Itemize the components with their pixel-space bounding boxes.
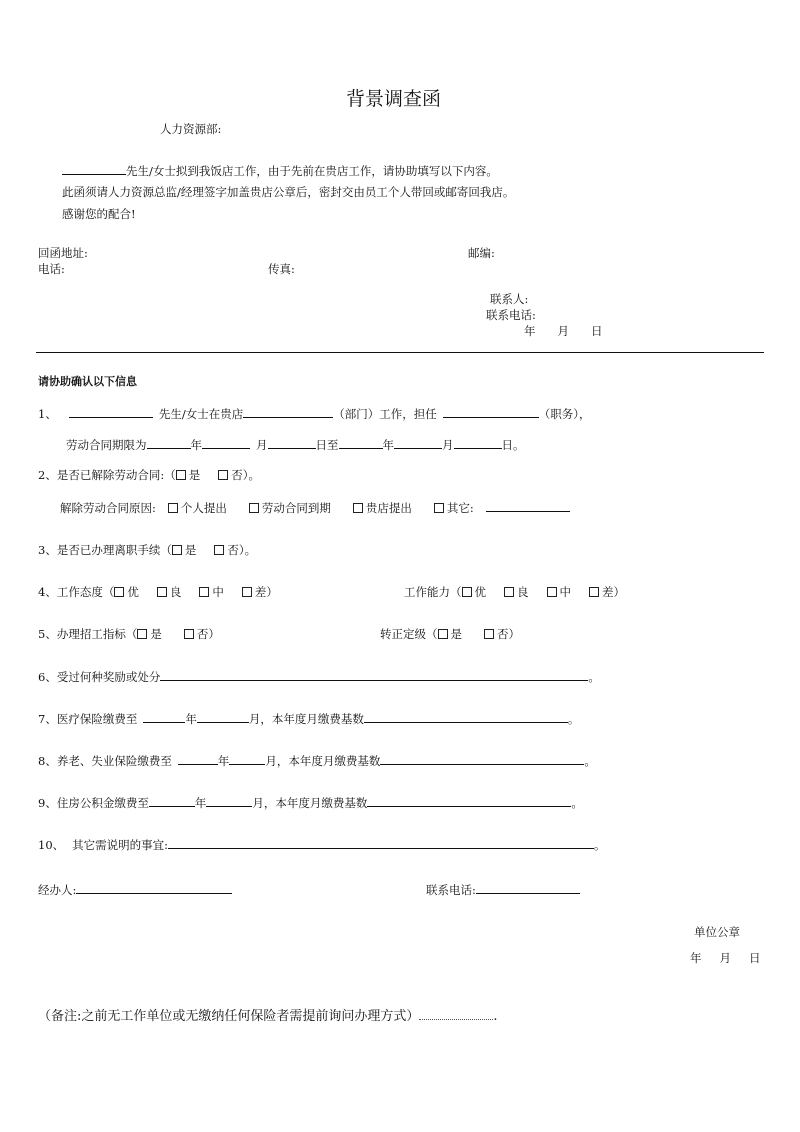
q9-base-blank[interactable] xyxy=(367,795,571,807)
q1-end-day-blank[interactable] xyxy=(454,437,502,449)
intro-line-3: 感谢您的配合! xyxy=(62,207,136,221)
quota-yes-checkbox[interactable] xyxy=(137,629,147,639)
reason-contract-expired-checkbox[interactable] xyxy=(249,503,259,513)
candidate-name-blank[interactable] xyxy=(62,163,126,175)
question-2-reason: 解除劳动合同原因: 个人提出 劳动合同到期 贵店提出 其它: xyxy=(60,500,570,515)
regular-yes-checkbox[interactable] xyxy=(438,629,448,639)
phone-label: 电话: xyxy=(38,262,65,276)
attitude-average-checkbox[interactable] xyxy=(199,587,209,597)
question-10: 10、 其它需说明的事宜: 。 xyxy=(38,838,606,852)
intro-line-1: 先生/女士拟到我饭店工作，由于先前在贵店工作，请协助填写以下内容。 xyxy=(62,163,498,178)
q7-year-blank[interactable] xyxy=(143,711,185,723)
q1-end-month-blank[interactable] xyxy=(394,437,442,449)
fax-label: 传真: xyxy=(268,262,295,276)
attitude-poor-checkbox[interactable] xyxy=(242,587,252,597)
question-6: 6、受过何种奖励或处分 。 xyxy=(38,670,600,684)
attitude-good-checkbox[interactable] xyxy=(157,587,167,597)
q1-position-blank[interactable] xyxy=(443,406,539,418)
letter-date: 年 月 日 xyxy=(524,324,603,338)
handler-phone-blank[interactable] xyxy=(476,882,580,894)
question-3: 3、是否已办理离职手续（ 是 否）。 xyxy=(38,543,257,557)
question-4-attitude: 4、工作态度（ 优 良 中 差） xyxy=(38,585,278,599)
salutation: 人力资源部: xyxy=(160,122,222,136)
reason-personal-checkbox[interactable] xyxy=(168,503,178,513)
q8-year-blank[interactable] xyxy=(178,753,218,765)
q1-start-year-blank[interactable] xyxy=(147,437,191,449)
question-9: 9、住房公积金缴费至 年 月，本年度月缴费基数 。 xyxy=(38,796,583,810)
question-5-regular: 转正定级（ 是 否） xyxy=(380,627,520,641)
question-4-ability: 工作能力（ 优 良 中 差） xyxy=(404,585,625,599)
contact-phone-label: 联系电话: xyxy=(486,308,536,322)
q2-yes-checkbox[interactable] xyxy=(176,470,186,480)
q3-yes-checkbox[interactable] xyxy=(172,545,182,555)
question-5-quota: 5、办理招工指标（ 是 否） xyxy=(38,627,220,641)
q1-end-year-blank[interactable] xyxy=(339,437,383,449)
q7-month-blank[interactable] xyxy=(197,711,249,723)
q10-notes-blank[interactable] xyxy=(168,837,594,849)
q8-month-blank[interactable] xyxy=(229,753,265,765)
q7-base-blank[interactable] xyxy=(364,711,568,723)
question-1: 1、 先生/女士在贵店 （部门）工作，担任 （职务）， xyxy=(38,407,591,421)
reason-hotel-initiated-checkbox[interactable] xyxy=(353,503,363,513)
q3-no-checkbox[interactable] xyxy=(214,545,224,555)
divider-line xyxy=(36,352,764,353)
handler-row: 经办人: xyxy=(38,882,232,897)
regular-no-checkbox[interactable] xyxy=(484,629,494,639)
question-1-contract: 劳动合同期限为 年 月 日至 年 月 日。 xyxy=(66,438,525,452)
handler-phone-row: 联系电话: xyxy=(426,882,580,897)
contact-person-label: 联系人: xyxy=(490,292,529,306)
handler-name-blank[interactable] xyxy=(76,882,232,894)
postcode-label: 邮编: xyxy=(468,246,495,260)
q1-start-month-blank[interactable] xyxy=(202,437,250,449)
q2-no-checkbox[interactable] xyxy=(218,470,228,480)
ability-poor-checkbox[interactable] xyxy=(589,587,599,597)
q9-month-blank[interactable] xyxy=(206,795,252,807)
intro-line-2: 此函须请人力资源总监/经理签字加盖贵店公章后，密封交由员工个人带回或邮寄回我店。 xyxy=(62,185,515,199)
ability-average-checkbox[interactable] xyxy=(547,587,557,597)
question-7: 7、医疗保险缴费至 年 月，本年度月缴费基数 。 xyxy=(38,712,580,726)
q6-rewards-blank[interactable] xyxy=(160,669,588,681)
reason-other-checkbox[interactable] xyxy=(434,503,444,513)
seal-date: 年 月 日 xyxy=(690,951,761,965)
footnote: （备注:之前无工作单位或无缴纳任何保险者需提前询问办理方式） . xyxy=(38,1009,498,1024)
seal-label: 单位公章 xyxy=(694,925,740,939)
section-title: 请协助确认以下信息 xyxy=(38,375,137,388)
q1-start-day-blank[interactable] xyxy=(268,437,316,449)
quota-no-checkbox[interactable] xyxy=(184,629,194,639)
question-2: 2、是否已解除劳动合同:（ 是 否）。 xyxy=(38,468,260,482)
page-title: 背景调查函 xyxy=(346,88,442,110)
question-8: 8、养老、失业保险缴费至 年 月，本年度月缴费基数 。 xyxy=(38,754,596,768)
ability-excellent-checkbox[interactable] xyxy=(462,587,472,597)
q1-name-blank[interactable] xyxy=(69,406,153,418)
footnote-dotted-line xyxy=(419,1008,493,1020)
ability-good-checkbox[interactable] xyxy=(504,587,514,597)
q9-year-blank[interactable] xyxy=(149,795,195,807)
attitude-excellent-checkbox[interactable] xyxy=(114,587,124,597)
reason-other-blank[interactable] xyxy=(486,500,570,512)
q1-department-blank[interactable] xyxy=(243,406,333,418)
q8-base-blank[interactable] xyxy=(380,753,584,765)
address-label: 回函地址: xyxy=(38,246,88,260)
